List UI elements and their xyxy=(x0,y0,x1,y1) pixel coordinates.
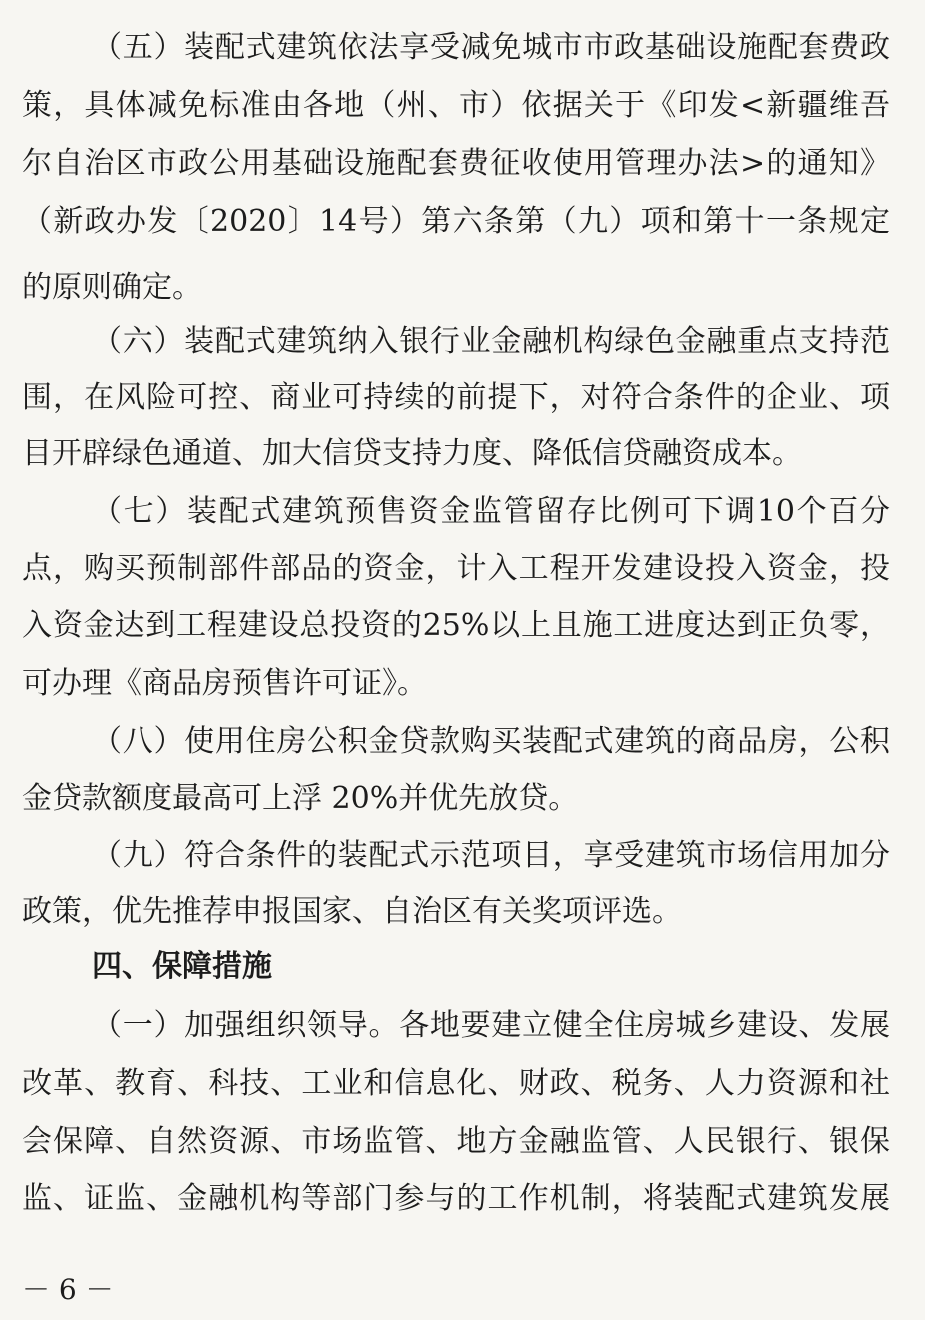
text-line: 入资金达到工程建设总投资的25%以上且施工进度达到正负零， xyxy=(22,608,890,643)
text-line: （七）装配式建筑预售资金监管留存比例可下调10个百分 xyxy=(92,494,890,529)
page-number: － 6 － xyxy=(22,1273,114,1306)
text-line: （一）加强组织领导。各地要建立健全住房城乡建设、发展 xyxy=(92,1008,890,1043)
section-heading: 四、保障措施 xyxy=(92,949,272,984)
text-line: 改革、教育、科技、工业和信息化、财政、税务、人力资源和社 xyxy=(22,1066,890,1101)
text-line: 围，在风险可控、商业可持续的前提下，对符合条件的企业、项 xyxy=(22,380,890,415)
text-line: （五）装配式建筑依法享受减免城市市政基础设施配套费政 xyxy=(92,30,890,65)
text-line: （九）符合条件的装配式示范项目，享受建筑市场信用加分 xyxy=(92,838,890,873)
text-line: 监、证监、金融机构等部门参与的工作机制，将装配式建筑发展 xyxy=(22,1181,890,1216)
text-line: 目开辟绿色通道、加大信贷支持力度、降低信贷融资成本。 xyxy=(22,436,802,471)
text-line: 金贷款额度最高可上浮 20%并优先放贷。 xyxy=(22,781,579,816)
text-line: 的原则确定。 xyxy=(22,270,202,305)
text-line: （六）装配式建筑纳入银行业金融机构绿色金融重点支持范 xyxy=(92,324,890,359)
text-line: 政策，优先推荐申报国家、自治区有关奖项评选。 xyxy=(22,894,682,929)
text-line: （新政办发〔2020〕14号）第六条第（九）项和第十一条规定 xyxy=(22,204,890,239)
text-line: 点，购买预制部件部品的资金，计入工程开发建设投入资金，投 xyxy=(22,551,890,586)
text-line: （八）使用住房公积金贷款购买装配式建筑的商品房，公积 xyxy=(92,724,890,759)
text-line: 尔自治区市政公用基础设施配套费征收使用管理办法>的通知》 xyxy=(22,146,890,181)
text-line: 策，具体减免标准由各地（州、市）依据关于《印发<新疆维吾 xyxy=(22,88,890,123)
text-line: 会保障、自然资源、市场监管、地方金融监管、人民银行、银保 xyxy=(22,1124,890,1159)
text-line: 可办理《商品房预售许可证》。 xyxy=(22,666,427,701)
